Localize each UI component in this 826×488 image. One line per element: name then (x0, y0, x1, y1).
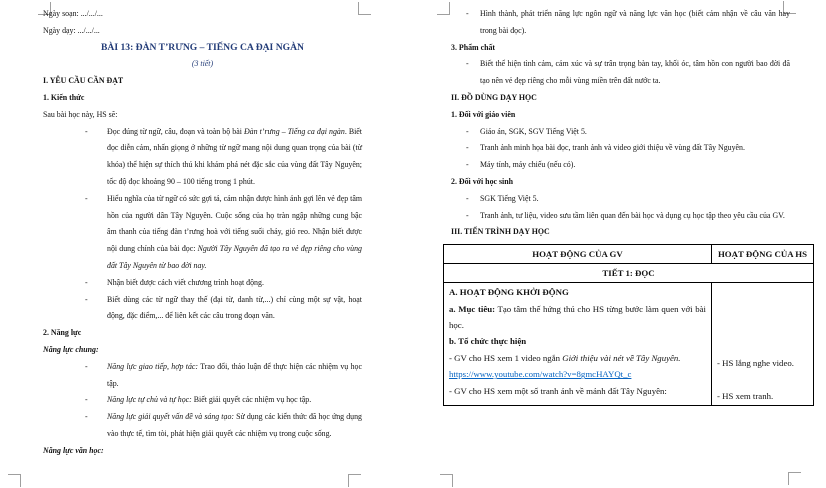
lesson-activities-table (443, 244, 814, 406)
capacity-item-1 (43, 359, 362, 393)
objective-label: a. Mục tiêu: (449, 303, 496, 314)
gv-step-2: - GV cho HS xem một số tranh ảnh về mảnh đất Tây Nguyên: (449, 385, 667, 396)
knowledge-heading: 1. Kiến thức (43, 92, 85, 102)
period-title: TIẾT 1: ĐỌC (444, 264, 814, 283)
run-plain: . Biết đọc diễn cảm, nhấn giọng ở những từ ngữ mang nội dung quan trọng của bài (từ khóa) thể hiện sự thích thú khi khám phá nét đặc sắc của vùng đất Tây Nguyên; tốc độ đọc khoảng 90 – 100 tiếng trong 1 phút. (107, 126, 362, 186)
hs-activity-cell (712, 283, 814, 406)
knowledge-item-3 (43, 275, 362, 292)
objective-text: Tạo tâm thế hứng thú cho HS từng bước làm quen với bài học. (449, 303, 706, 330)
student-item-2-text: Tranh ảnh, tư liệu, video sưu tầm liên quan đến bài học và dụng cụ học tập theo yêu cầu của GV. (480, 210, 785, 220)
hs-response-1: - HS lắng nghe video. (717, 358, 794, 369)
teacher-item-2 (451, 140, 790, 157)
crop-mark-top-left (437, 2, 450, 15)
section-1-heading: I. YÊU CẦU CẦN ĐẠT (43, 76, 124, 86)
run-plain: - GV cho HS xem 1 video ngắn (449, 352, 563, 363)
crop-mark-bottom-left (8, 474, 21, 487)
knowledge-item-1 (43, 124, 362, 191)
teacher-item-3-text: Máy tính, máy chiếu (nếu có). (480, 160, 576, 170)
capacity-item-3 (43, 409, 362, 443)
knowledge-intro: Sau bài học này, HS sẽ: (43, 109, 118, 119)
list-dash: - (85, 193, 88, 203)
list-dash: - (466, 9, 469, 18)
capacity-item-1-text (107, 359, 362, 393)
list-dash: - (466, 160, 469, 170)
gv-activity-cell (444, 283, 712, 406)
knowledge-item-3-text: Nhận biết được cách viết chương trình hoạt động. (107, 277, 264, 287)
list-dash: - (466, 59, 469, 69)
capacity-item-2-text (107, 392, 362, 409)
run-plain: Biết giải quyết các nhiệm vụ học tập. (191, 395, 312, 405)
capacity-item-3-text (107, 409, 362, 443)
knowledge-item-4-text: Biết dùng các từ ngữ thay thế (đại từ, danh từ,...) chỉ cùng một sự vật, hoạt động, đặc điểm,... để liên kết các câu trong đoạn văn. (107, 294, 362, 321)
hs-column-header: HOẠT ĐỘNG CỦA HS (712, 245, 814, 264)
student-heading: 2. Đối với học sinh (451, 176, 514, 186)
quality-heading: 3. Phẩm chất (451, 42, 496, 52)
gv-column-header: HOẠT ĐỘNG CỦA GV (444, 245, 712, 264)
youtube-link[interactable]: https://www.youtube.com/watch?v=8gmcHAYQt_c (449, 369, 632, 380)
activity-row (444, 283, 814, 406)
hs-response-2: - HS xem tranh. (717, 390, 774, 401)
lesson-title: BÀI 13: ĐÀN T’RƯNG – TIẾNG CA ĐẠI NGÀN (101, 41, 304, 53)
run-plain: Trao đổi, thảo luận để thực hiện các nhiệm vụ học tập. (107, 361, 362, 388)
literature-item (451, 6, 790, 40)
teacher-item-2-text: Tranh ảnh minh họa bài đọc, tranh ảnh và video giới thiệu về vùng đất Tây Nguyên. (480, 143, 745, 153)
run-plain: Đọc đúng từ ngữ, câu, đoạn và toàn bộ bài (107, 126, 244, 136)
crop-mark-bottom-right (348, 474, 361, 487)
run-italic: Năng lực giải quyết vấn đề và sáng tạo: (107, 412, 235, 422)
crop-mark-bottom-left (440, 474, 453, 487)
teacher-item-3 (451, 157, 790, 174)
date-taught-line: Ngày dạy: .../.../... (43, 25, 100, 35)
capacity-general-heading: Năng lực chung: (43, 344, 99, 354)
page-left-content (43, 6, 362, 460)
knowledge-item-2-text (107, 191, 362, 275)
list-dash: - (85, 277, 88, 287)
period-row (444, 264, 814, 283)
list-dash: - (85, 126, 88, 136)
organize-heading: b. Tổ chức thực hiện (449, 336, 527, 347)
list-dash: - (85, 395, 88, 405)
run-italic: Năng lực giao tiếp, hợp tác: (107, 361, 199, 371)
teacher-item-1 (451, 124, 790, 141)
list-dash: - (466, 126, 469, 136)
gv-step-1 (449, 350, 706, 366)
capacity-literature-heading: Năng lực văn học: (43, 445, 104, 455)
run-plain: Hiểu nghĩa của từ ngữ có sức gợi tả, cảm nhận được hình ảnh gợi lên vẻ đẹp tâm hồn của người dân Tây Nguyên. Cuộc sống của họ tràn ngập những cung bậc âm thanh của tiếng đàn t’rưng hoà với tiếng suối chảy, gió reo. Nhận biết được nội dung chính của bài đọc: (107, 193, 362, 254)
capacity-item-2 (43, 392, 362, 409)
objective-line (449, 301, 706, 334)
teacher-heading: 1. Đối với giáo viên (451, 109, 516, 119)
list-dash: - (466, 210, 469, 220)
page-right (413, 0, 826, 488)
quality-item-text: Biết thể hiện tình cảm, cảm xúc và sự trân trọng bàn tay, khối óc, tâm hồn con người bao đời đã tạo nên vẻ đẹp riêng cho mỗi vùng miền trên đất nước ta. (480, 59, 790, 86)
capacity-heading: 2. Năng lực (43, 328, 82, 338)
list-dash: - (85, 294, 88, 304)
list-dash: - (85, 412, 88, 422)
date-prepared-line: Ngày soạn: .../.../... (43, 9, 103, 18)
literature-item-text: Hình thành, phát triển năng lực ngôn ngữ và năng lực văn học (biết cảm nhận về câu văn hay trong bài đọc). (480, 9, 790, 35)
run-italic: Đàn t’rưng – Tiếng ca đại ngàn (243, 126, 345, 136)
list-dash: - (466, 143, 469, 153)
run-plain: Sử dụng các kiến thức đã học ứng dụng vào thực tế, tìm tòi, phát hiện giải quyết các nhiệm vụ trong cuộc sống. (107, 412, 362, 438)
knowledge-item-4 (43, 292, 362, 326)
run-italic: Người Tây Nguyên đã tạo ra vẻ đẹp riêng cho vùng đất Tây Nguyên từ bao đời nay. (107, 244, 363, 270)
knowledge-item-1-text (107, 124, 362, 191)
student-item-2 (451, 208, 790, 225)
video-link-line (449, 366, 706, 382)
student-item-1 (451, 191, 790, 208)
teacher-item-1-text: Giáo án, SGK, SGV Tiếng Việt 5. (480, 126, 587, 136)
page-right-content (449, 6, 808, 406)
run-italic: Giới thiệu vài nét về Tây Nguyên. (562, 352, 681, 363)
knowledge-item-2 (43, 191, 362, 275)
activity-heading: A. HOẠT ĐỘNG KHỞI ĐỘNG (449, 287, 569, 298)
table-header-row (444, 245, 814, 264)
student-item-1-text: SGK Tiếng Việt 5. (480, 193, 539, 203)
quality-item (451, 56, 790, 90)
list-dash: - (466, 193, 469, 203)
section-3-heading: III. TIẾN TRÌNH DẠY HỌC (451, 227, 550, 237)
crop-mark-bottom-right (788, 472, 801, 485)
section-2-heading: II. ĐỒ DÙNG DẠY HỌC (451, 92, 537, 102)
lesson-duration: (3 tiết) (191, 59, 214, 69)
run-italic: Năng lực tự chủ và tự học: (107, 395, 192, 405)
list-dash: - (85, 361, 88, 371)
